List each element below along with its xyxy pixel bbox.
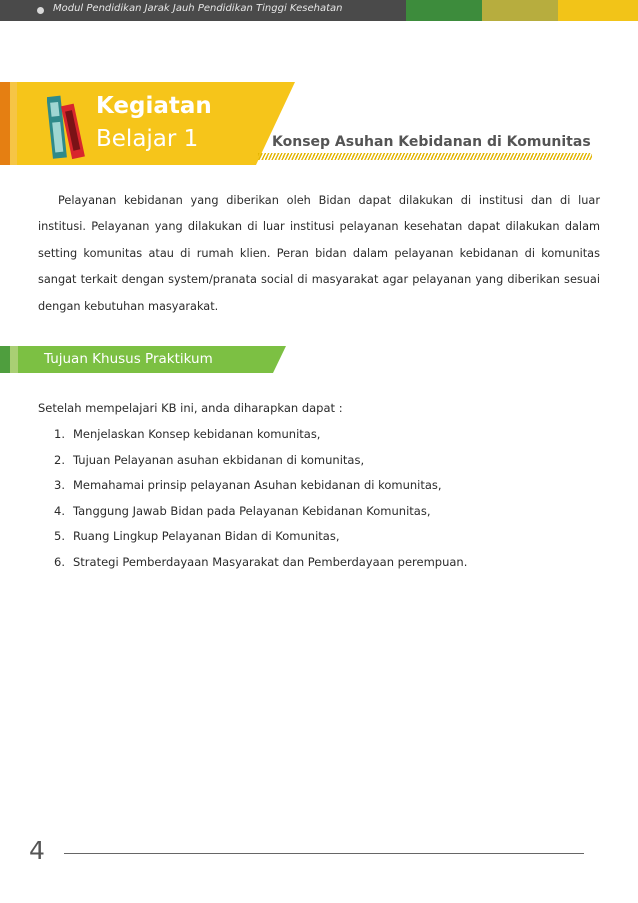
page-number: 4 — [29, 836, 45, 865]
header-color-block-olive — [482, 0, 558, 21]
banner-strip-orange — [0, 82, 10, 165]
list-text: Strategi Pemberdayaan Masyarakat dan Pemberdayaan perempuan. — [73, 554, 468, 569]
header-color-block-yellow — [558, 0, 638, 21]
list-item — [54, 524, 467, 550]
list-number: 5. — [54, 529, 65, 543]
kegiatan-label: Kegiatan — [96, 93, 212, 119]
belajar-label: Belajar 1 — [96, 126, 199, 152]
list-text: Memahamai prinsip pelayanan Asuhan kebidanan di komunitas, — [73, 478, 442, 492]
list-number: 2. — [54, 452, 65, 467]
list-item — [54, 550, 467, 576]
objectives-title: Tujuan Khusus Praktikum — [44, 351, 213, 367]
footer-rule — [64, 853, 584, 854]
bullet-icon — [37, 7, 44, 14]
books-icon — [47, 90, 87, 160]
objectives-list — [54, 422, 467, 575]
list-number: 6. — [54, 554, 65, 569]
list-number: 4. — [54, 503, 65, 518]
list-item — [54, 499, 467, 525]
list-text: Menjelaskan Konsep kebidanan komunitas, — [73, 427, 321, 441]
list-text: Ruang Lingkup Pelayanan Bidan di Komunitas, — [73, 529, 340, 543]
list-number: 3. — [54, 478, 65, 492]
list-text: Tujuan Pelayanan asuhan ekbidanan di komunitas, — [73, 452, 365, 467]
objectives-strip-dark — [0, 346, 10, 373]
objectives-strip-light — [10, 346, 18, 373]
banner-strip-light — [10, 82, 17, 165]
topic-underline-pattern — [258, 153, 592, 160]
section-topic: Konsep Asuhan Kebidanan di Komunitas — [272, 134, 591, 150]
list-text: Tanggung Jawab Bidan pada Pelayanan Kebidanan Komunitas, — [73, 503, 431, 518]
list-item — [54, 473, 467, 499]
intro-paragraph: Pelayanan kebidanan yang diberikan oleh Bidan dapat dilakukan di institusi dan di luar institusi. Pelayanan yang dilakukan di luar institusi pelayanan kesehatan dapat dilakukan dalam setting komunitas atau di rumah klien. Peran bidan dalam pelayanan kebidanan di komunitas sangat terkait dengan system/pranata social di masyarakat agar pelayanan yang diberikan sesuai dengan kebutuhan masyarakat. — [38, 194, 600, 313]
objectives-intro: Setelah mempelajari KB ini, anda diharapkan dapat : — [38, 401, 343, 415]
list-item — [54, 448, 467, 474]
header-color-block-green — [406, 0, 482, 21]
list-number: 1. — [54, 427, 65, 441]
module-title: Modul Pendidikan Jarak Jauh Pendidikan Tinggi Kesehatan — [53, 3, 343, 14]
list-item — [54, 422, 467, 448]
